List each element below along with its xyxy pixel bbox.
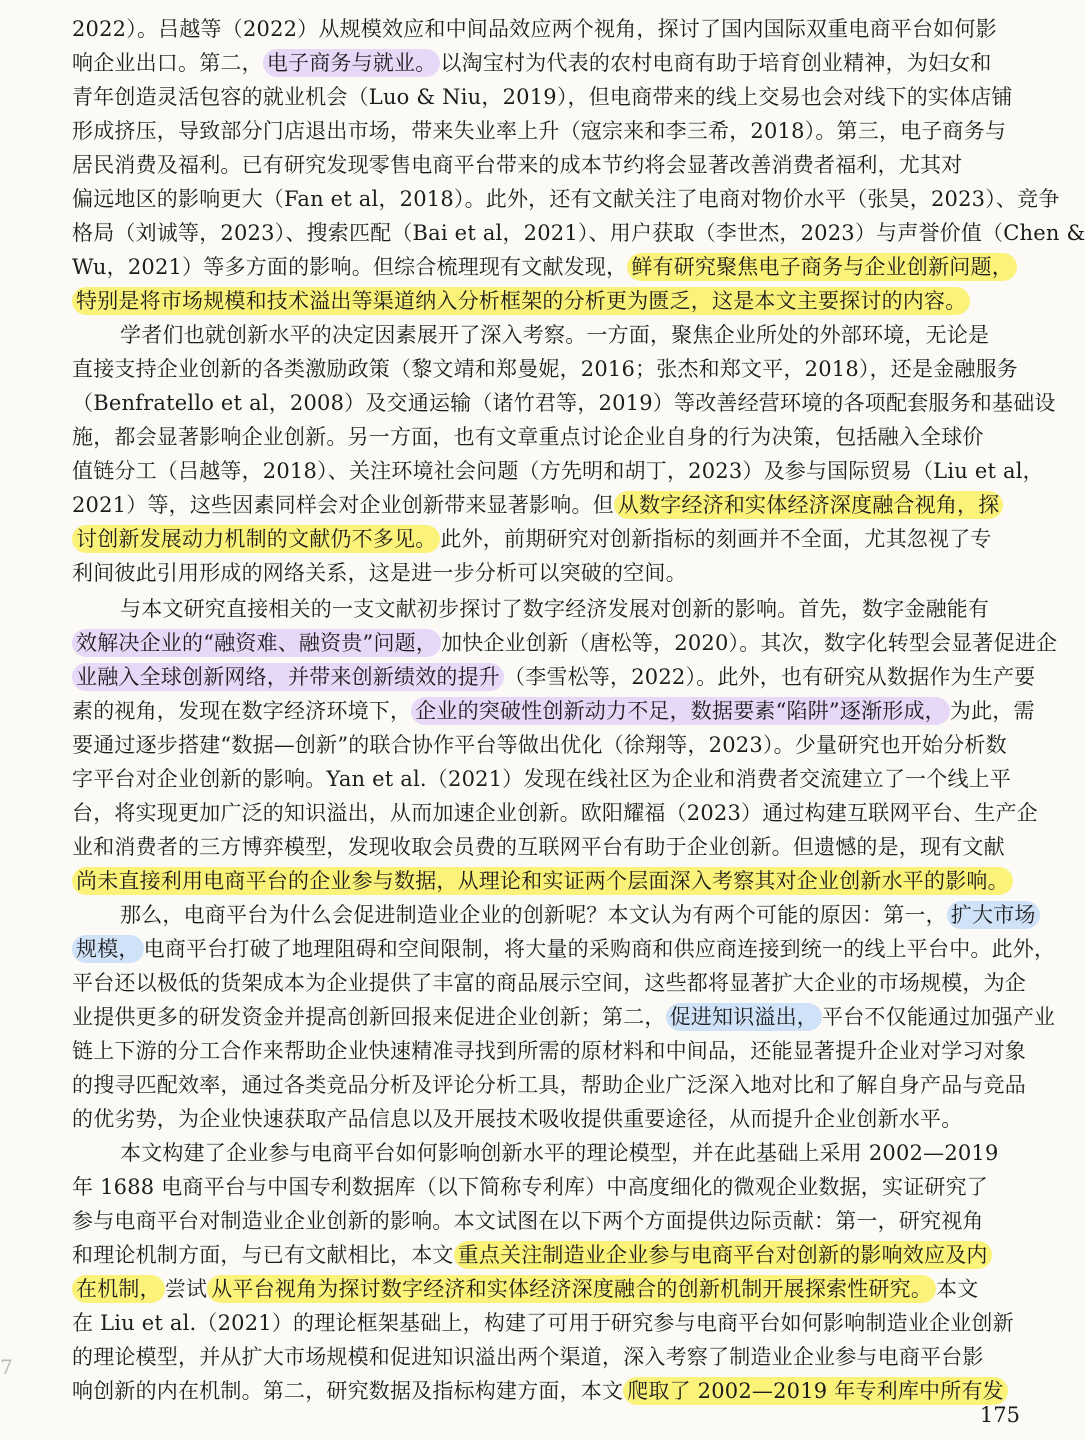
text-line — [72, 796, 1038, 830]
text-segment: 业和消费者的三方博弈模型，发现收取会员费的互联网平台有助于企业创新。但遗憾的是，现有文献 — [72, 835, 1005, 859]
highlighted-text: 在机制， — [72, 1275, 165, 1303]
text-segment: 平台还以极低的货架成本为企业提供了丰富的商品展示空间，这些都将显著扩大企业的市场规模，为企 — [72, 971, 1026, 995]
text-line — [72, 46, 1020, 80]
text-segment: 台，将实现更加广泛的知识溢出，从而加速企业创新。欧阳耀福（2023）通过构建互联网平台、生产企 — [72, 801, 1038, 825]
text-segment: （李雪松等，2022）。此外，也有研究从数据作为生产要 — [504, 665, 1036, 689]
text-line — [72, 522, 1020, 556]
text-segment: （Benfratello et al，2008）及交通运输（诸竹君等，2019）等改善经营环境的各项配套服务和基础设 — [72, 391, 1056, 415]
text-segment: 参与电商平台对制造业企业创新的影响。本文试图在以下两个方面提供边际贡献：第一，研究视角 — [72, 1209, 984, 1233]
text-segment: 青年创造灵活包容的就业机会（Luo & Niu，2019），但电商带来的线上交易也会对线下的实体店铺 — [72, 85, 1013, 109]
text-segment: 响创新的内在机制。第二，研究数据及指标构建方面，本文 — [72, 1379, 624, 1403]
text-segment: 2022）。吕越等（2022）从规模效应和中间品效应两个视角，探讨了国内国际双重电商平台如何影 — [72, 17, 997, 41]
text-line — [72, 488, 1020, 522]
text-segment: 平台不仅能通过加强产业 — [822, 1005, 1056, 1029]
text-line — [72, 1000, 1056, 1034]
text-line — [72, 1034, 1026, 1068]
text-line — [72, 114, 1020, 148]
text-segment: 本文 — [936, 1277, 979, 1301]
text-line — [72, 932, 1056, 966]
text-line — [72, 284, 1020, 318]
text-line — [72, 660, 1036, 694]
text-segment: 年 1688 电商平台与中国专利数据库（以下简称专利库）中高度细化的微观企业数据，实证研究了 — [72, 1175, 988, 1199]
text-line — [72, 1306, 1020, 1340]
text-line — [72, 12, 1020, 46]
text-segment: 形成挤压，导致部分门店退出市场，带来失业率上升（寇宗来和李三希，2018）。第三，电子商务与 — [72, 119, 1007, 143]
text-line — [72, 386, 1056, 420]
text-segment: 尝试 — [164, 1277, 208, 1301]
highlighted-text: 特别是将市场规模和技术溢出等渠道纳入分析框架的分析更为匮乏，这是本文主要探讨的内容。 — [72, 287, 970, 315]
text-line — [72, 148, 1020, 182]
text-line — [72, 454, 1044, 488]
text-segment: 直接支持企业创新的各类激励政策（黎文靖和郑曼妮，2016；张杰和郑文平，2018），还是金融服务 — [72, 357, 1018, 381]
text-segment: 的搜寻匹配效率，通过各类竞品分析及评论分析工具，帮助企业广泛深入地对比和了解自身产品与竞品 — [72, 1073, 1026, 1097]
text-segment: 电商平台打破了地理阻碍和空间限制，将大量的采购商和供应商连接到统一的线上平台中。此外， — [143, 937, 1056, 961]
text-line — [72, 420, 1020, 454]
text-line — [120, 898, 1036, 932]
text-segment: 加快企业创新（唐松等，2020）。其次，数字化转型会显著促进企 — [441, 631, 1058, 655]
text-segment: 字平台对企业创新的影响。Yan et al.（2021）发现在线社区为企业和消费者交流建立了一个线上平 — [72, 767, 1012, 791]
text-line — [120, 592, 1020, 626]
text-segment: 为此，需 — [949, 699, 1035, 723]
text-line — [72, 830, 1020, 864]
text-line — [72, 216, 1085, 250]
text-line — [72, 728, 1020, 762]
text-segment: 此外，前期研究对创新指标的刻画并不全面，尤其忽视了专 — [440, 527, 992, 551]
text-segment: 偏远地区的影响更大（Fan et al，2018）。此外，还有文献关注了电商对物价水平（张昊，2023）、竞争 — [72, 187, 1060, 211]
text-line — [72, 1238, 1020, 1272]
text-line — [72, 762, 1020, 796]
highlighted-text: 企业的突破性创新动力不足，数据要素“陷阱”逐渐形成， — [411, 697, 950, 725]
highlighted-text: 效解决企业的“融资难、融资贵”问题， — [72, 629, 441, 657]
text-segment: 链上下游的分工合作来帮助企业快速精准寻找到所需的原材料和中间品，还能显著提升企业对学习对象 — [72, 1039, 1026, 1063]
text-line — [72, 1204, 1020, 1238]
highlighted-text: 鲜有研究聚焦电子商务与企业创新问题， — [627, 253, 1017, 281]
text-segment: 以淘宝村为代表的农村电商有助于培育创业精神，为妇女和 — [440, 51, 992, 75]
highlighted-text: 规模， — [72, 935, 144, 963]
highlighted-text: 尚未直接利用电商平台的企业参与数据，从理论和实证两个层面深入考察其对企业创新水平的影响。 — [72, 867, 1013, 895]
highlighted-text: 从数字经济和实体经济深度融合视角，探 — [614, 491, 1004, 519]
page-number: 175 — [979, 1403, 1020, 1427]
text-line — [72, 1102, 1020, 1136]
text-line — [72, 1068, 1026, 1102]
text-segment: 素的视角，发现在数字经济环境下， — [72, 699, 412, 723]
text-line — [120, 318, 1020, 352]
text-segment: Wu，2021）等多方面的影响。但综合梳理现有文献发现， — [72, 255, 628, 279]
text-segment: 响企业出口。第二， — [72, 51, 263, 75]
highlighted-text: 讨创新发展动力机制的文献仍不多见。 — [72, 525, 440, 553]
text-line — [72, 1272, 1020, 1306]
text-segment: 利间彼此引用形成的网络关系，这是进一步分析可以突破的空间。 — [72, 561, 687, 585]
highlighted-text: 扩大市场 — [947, 901, 1040, 929]
text-line — [72, 966, 1026, 1000]
text-segment: 和理论机制方面，与已有文献相比，本文 — [72, 1243, 454, 1267]
text-segment: 的优劣势，为企业快速获取产品信息以及开展技术吸收提供重要途径，从而提升企业创新水平。 — [72, 1107, 963, 1131]
text-line — [72, 182, 1060, 216]
text-segment: 那么，电商平台为什么会促进制造业企业的创新呢？本文认为有两个可能的原因：第一， — [120, 903, 947, 927]
text-segment: 业提供更多的研发资金并提高创新回报来促进企业创新；第二， — [72, 1005, 666, 1029]
text-segment: 本文构建了企业参与电商平台如何影响创新水平的理论模型，并在此基础上采用 2002—2019 — [120, 1141, 999, 1165]
text-segment: 2021）等，这些因素同样会对企业创新带来显著影响。但 — [72, 493, 614, 517]
text-line — [72, 864, 1020, 898]
text-segment: 与本文研究直接相关的一支文献初步探讨了数字经济发展对创新的影响。首先，数字金融能有 — [120, 597, 990, 621]
text-line — [72, 1374, 1020, 1408]
highlighted-text: 爬取了 2002—2019 年专利库中所有发 — [623, 1377, 1008, 1405]
text-segment: 要通过逐步搭建“数据—创新”的联合协作平台等做出优化（徐翔等，2023）。少量研究也开始分析数 — [72, 733, 1007, 757]
text-line — [72, 694, 1035, 728]
text-line — [72, 80, 1020, 114]
highlighted-text: 业融入全球创新网络，并带来创新绩效的提升 — [72, 663, 504, 691]
highlighted-text: 促进知识溢出， — [666, 1003, 822, 1031]
text-line — [120, 1136, 1020, 1170]
text-line — [72, 1340, 1020, 1374]
text-segment: 值链分工（吕越等，2018）、关注环境社会问题（方先明和胡丁，2023）及参与国际贸易（Liu et al， — [72, 459, 1044, 483]
text-line — [72, 626, 1058, 660]
highlighted-text: 电子商务与就业。 — [263, 49, 441, 77]
text-segment: 在 Liu et al.（2021）的理论框架基础上，构建了可用于研究参与电商平台如何影响制造业企业创新 — [72, 1311, 1014, 1335]
text-segment: 格局（刘诚等，2023）、搜索匹配（Bai et al，2021）、用户获取（李世杰，2023）与声誉价值（Chen & — [72, 221, 1085, 245]
highlighted-text: 从平台视角为探讨数字经济和实体经济深度融合的创新机制开展探索性研究。 — [207, 1275, 936, 1303]
text-segment: 施，都会显著影响企业创新。另一方面，也有文章重点讨论企业自身的行为决策，包括融入全球价 — [72, 425, 984, 449]
text-segment: 居民消费及福利。已有研究发现零售电商平台带来的成本节约将会显著改善消费者福利，尤其对 — [72, 153, 963, 177]
text-line — [72, 556, 1020, 590]
text-line — [72, 1170, 1020, 1204]
text-segment: 的理论模型，并从扩大市场规模和促进知识溢出两个渠道，深入考察了制造业企业参与电商平台影 — [72, 1345, 984, 1369]
text-line — [72, 352, 1020, 386]
margin-mark: 7 — [0, 1355, 13, 1379]
text-line — [72, 250, 1020, 284]
highlighted-text: 重点关注制造业企业参与电商平台对创新的影响效应及内 — [454, 1241, 992, 1269]
text-segment: 学者们也就创新水平的决定因素展开了深入考察。一方面，聚焦企业所处的外部环境，无论是 — [120, 323, 990, 347]
